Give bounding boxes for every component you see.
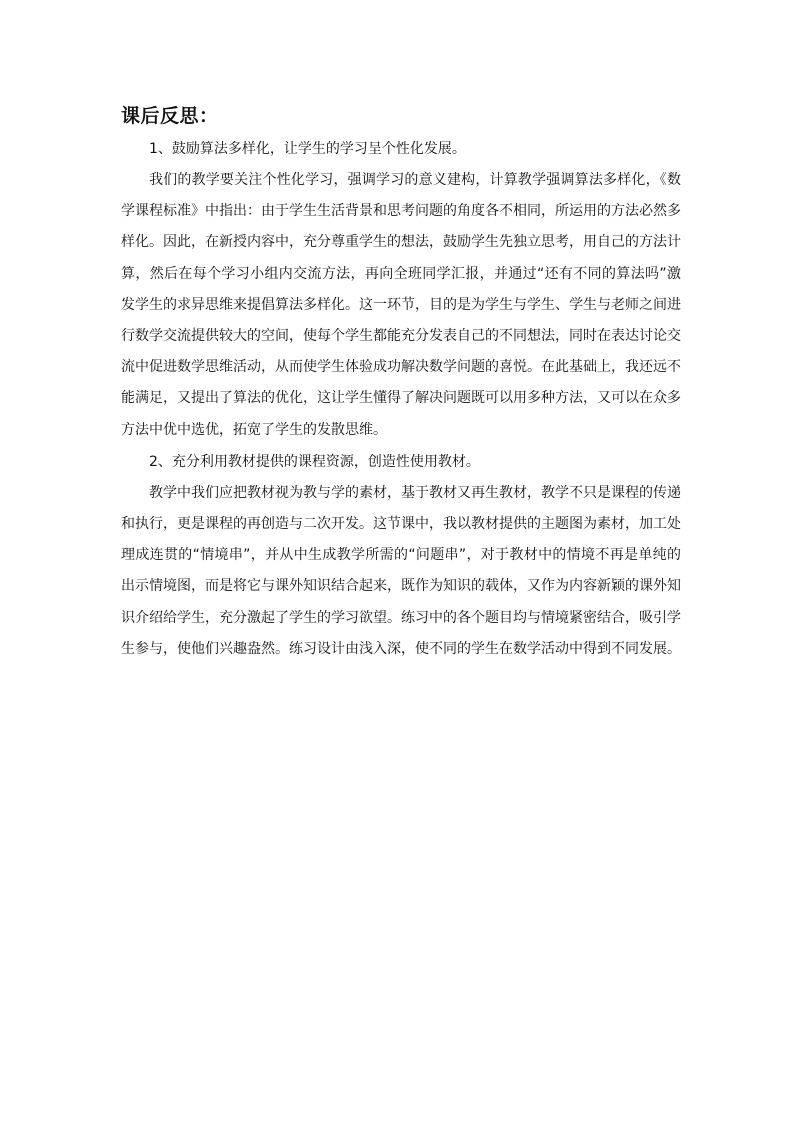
section-1-heading: 1、鼓励算法多样化，让学生的学习呈个性化发展。 [149,141,466,157]
document-content [121,101,681,665]
section-2-body: 教学中我们应把教材视为教与学的素材，基于教材又再生教材，教学不只是课程的传递和执行，更是课程的再创造与二次开发。这节课中，我以教材提供的主题图为素材，加工处理成连贯的“情境串”，并从中生成教学所需的“问题串”，对于教材中的情境不再是单纯的出示情境图，而是将它与课外知识结合起来，既作为知识的载体，又作为内容新颖的课外知识介绍给学生，充分激起了学生的学习欲望。练习中的各个题目均与情境紧密结合，吸引学生参与，使他们兴趣盎然。练习设计由浅入深，使不同的学生在数学活动中得到不同发展。 [121,484,681,657]
section-1-body: 我们的教学要关注个性化学习，强调学习的意义建构，计算教学强调算法多样化，《数学课程标准》中指出：由于学生生活背景和思考问题的角度各不相同，所运用的方法必然多样化。因此，在新授内容中，充分尊重学生的想法，鼓励学生先独立思考，用自己的方法计算，然后在每个学习小组内交流方法，再向全班同学汇报，并通过“还有不同的算法吗”激发学生的求异思维来提倡算法多样化。这一环节，目的是为学生与学生、学生与老师之间进行数学交流提供较大的空间，使每个学生都能充分发表自己的不同想法，同时在表达讨论交流中促进数学思维活动，从而使学生体验成功解决数学问题的喜悦。在此基础上，我还远不能满足，又提出了算法的优化，这让学生懂得了解决问题既可以用多种方法，又可以在众多方法中优中选优，拓宽了学生的发散思维。 [121,172,681,438]
section-2-heading: 2、充分利用教材提供的课程资源，创造性使用教材。 [149,453,480,470]
page-title: 课后反思： [121,105,219,127]
